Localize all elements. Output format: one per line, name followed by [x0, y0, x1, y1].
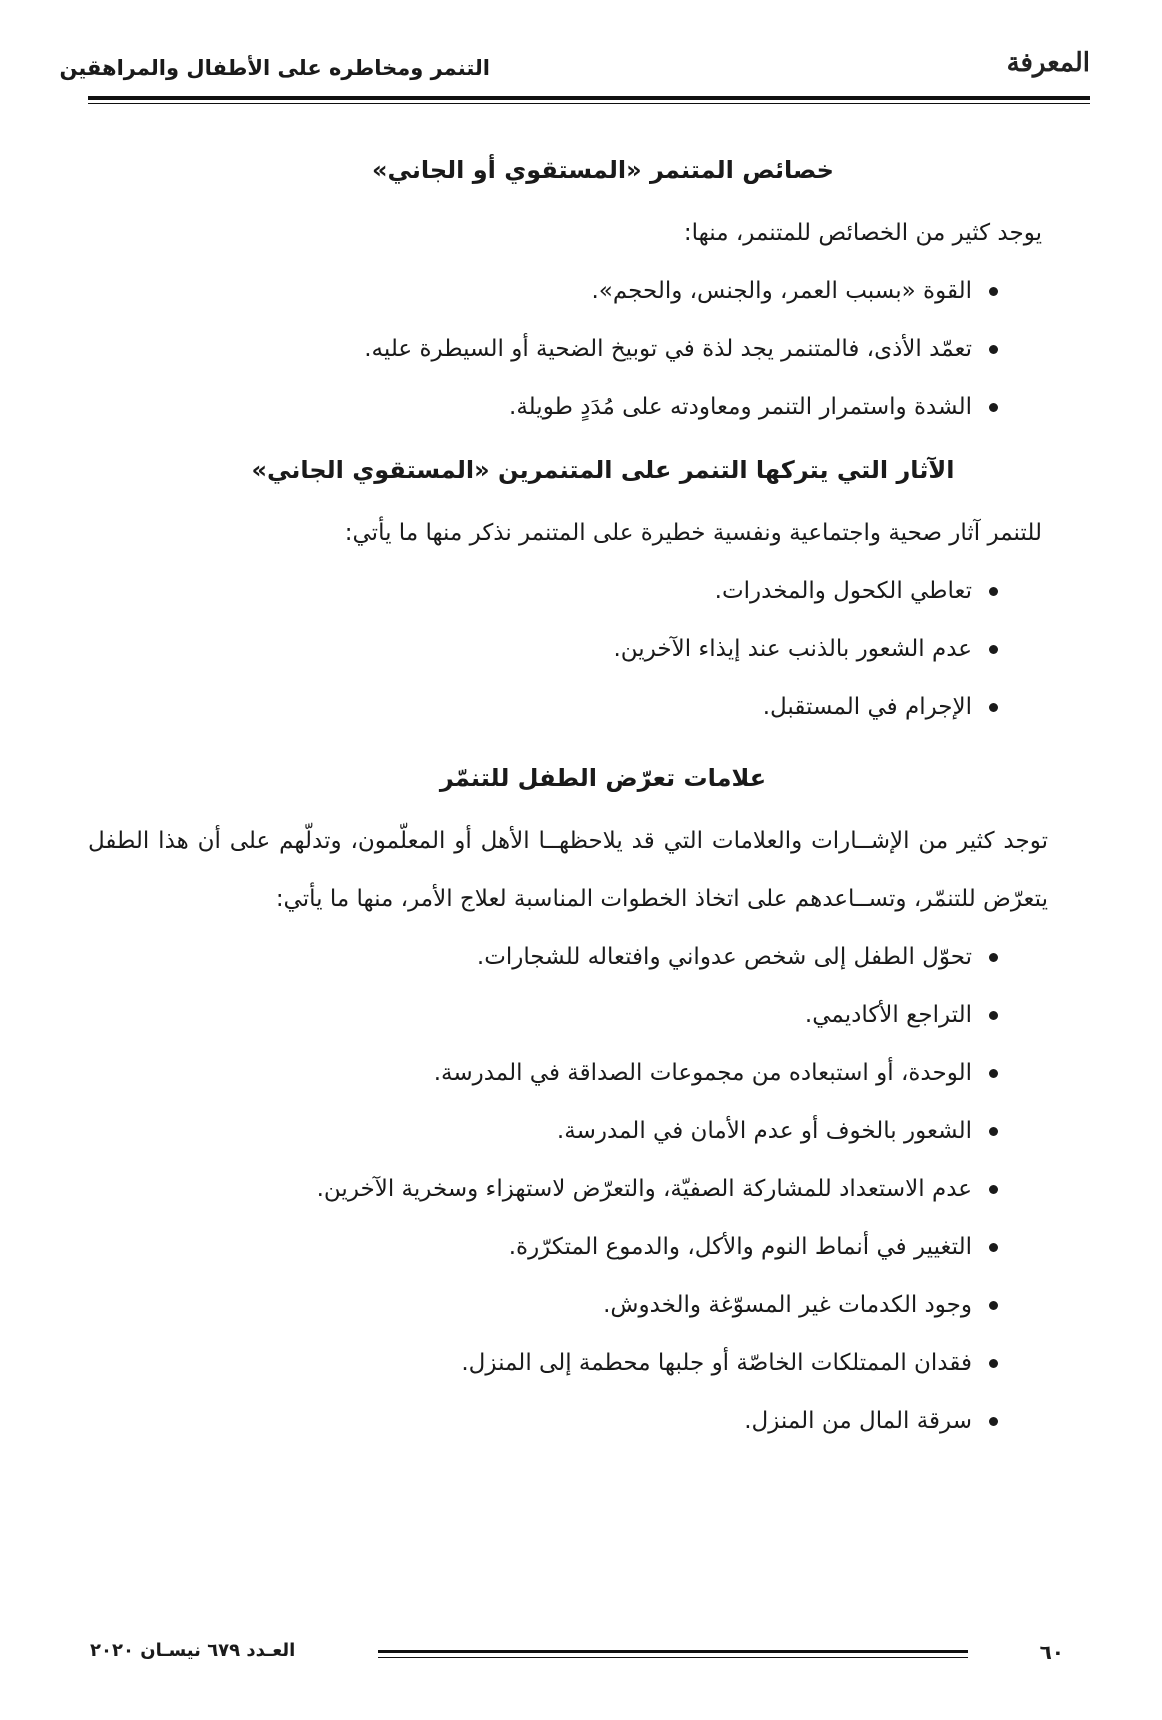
list-item	[88, 562, 998, 620]
bullet-icon	[989, 1127, 998, 1136]
header-rule-thick	[88, 96, 1090, 100]
bullet-list	[88, 562, 1048, 736]
bullet-icon	[989, 345, 998, 354]
bullet-icon	[989, 1243, 998, 1252]
list-item-text: سرقة المال من المنزل.	[744, 1408, 972, 1434]
list-item	[88, 986, 998, 1044]
list-item	[88, 1276, 998, 1334]
list-item-text: تعاطي الكحول والمخدرات.	[714, 578, 972, 604]
list-item	[88, 378, 998, 436]
section-heading: الآثار التي يتركها التنمر على المتنمرين «المستقوي الجاني»	[251, 456, 955, 484]
list-item	[88, 1160, 998, 1218]
footer-rule-thick	[378, 1650, 968, 1653]
list-item	[88, 262, 998, 320]
list-item-text: الشعور بالخوف أو عدم الأمان في المدرسة.	[556, 1118, 972, 1144]
section-intro: للتنمر آثار صحية واجتماعية ونفسية خطيرة على المتنمر نذكر منها ما يأتي:	[344, 520, 1042, 546]
bullet-icon	[989, 587, 998, 596]
list-item	[88, 1102, 998, 1160]
list-item-text: فقدان الممتلكات الخاصّة أو جلبها محطمة إلى المنزل.	[461, 1350, 972, 1376]
list-item-text: الوحدة، أو استبعاده من مجموعات الصداقة في المدرسة.	[433, 1060, 972, 1086]
page-header	[59, 48, 1090, 98]
issue-label: العـدد ٦٧٩ نيسـان ٢٠٢٠	[90, 1640, 296, 1661]
section-intro: توجد كثير من الإشــارات والعلامات التي قد يلاحظهــا الأهل أو المعلّمون، وتدلّهم على أن هذا الطفل يتعرّض للتنمّر، وتســاعدهم على اتخاذ الخطوات المناسبة لعلاج الأمر، منها ما يأتي:	[88, 828, 1048, 912]
list-item-text: القوة «بسبب العمر، والجنس، والحجم».	[591, 278, 972, 304]
bullet-icon	[989, 953, 998, 962]
list-item	[88, 1334, 998, 1392]
section-heading: خصائص المتنمر «المستقوي أو الجاني»	[372, 156, 834, 184]
list-item-text: عدم الشعور بالذنب عند إيذاء الآخرين.	[613, 636, 972, 662]
list-item-text: الشدة واستمرار التنمر ومعاودته على مُدَدٍ طويلة.	[509, 394, 972, 420]
list-item-text: تحوّل الطفل إلى شخص عدواني وافتعاله للشجارات.	[476, 944, 972, 970]
bullet-icon	[989, 287, 998, 296]
bullet-icon	[989, 1301, 998, 1310]
bullet-icon	[989, 1359, 998, 1368]
list-item	[88, 1392, 998, 1450]
section-heading: علامات تعرّض الطفل للتنمّر	[439, 764, 767, 792]
bullet-list	[88, 928, 1048, 1450]
bullet-icon	[989, 1069, 998, 1078]
list-item-text: الإجرام في المستقبل.	[762, 694, 972, 720]
list-item	[88, 928, 998, 986]
bullet-list	[88, 262, 1048, 436]
bullet-icon	[989, 403, 998, 412]
running-title: التنمر ومخاطره على الأطفال والمراهقين	[59, 56, 490, 80]
magazine-logo: المعرفة	[1006, 48, 1090, 78]
bullet-icon	[989, 1011, 998, 1020]
section-intro: يوجد كثير من الخصائص للمتنمر، منها:	[683, 220, 1042, 246]
bullet-icon	[989, 1185, 998, 1194]
header-rule-thin	[88, 103, 1090, 104]
bullet-icon	[989, 645, 998, 654]
bullet-icon	[989, 703, 998, 712]
list-item-text: عدم الاستعداد للمشاركة الصفيّة، والتعرّض لاستهزاء وسخرية الآخرين.	[316, 1176, 972, 1202]
list-item	[88, 1218, 998, 1276]
list-item	[88, 620, 998, 678]
list-item-text: وجود الكدمات غير المسوّغة والخدوش.	[603, 1292, 972, 1318]
bullet-icon	[989, 1417, 998, 1426]
list-item-text: التراجع الأكاديمي.	[804, 1002, 972, 1028]
list-item-text: تعمّد الأذى، فالمتنمر يجد لذة في توبيخ الضحية أو السيطرة عليه.	[364, 336, 972, 362]
page-number: ٦٠	[1039, 1640, 1064, 1664]
list-item-text: التغيير في أنماط النوم والأكل، والدموع المتكرّرة.	[508, 1234, 972, 1260]
list-item	[88, 678, 998, 736]
article-body	[88, 142, 1048, 1450]
list-item	[88, 320, 998, 378]
list-item	[88, 1044, 998, 1102]
footer-rule-thin	[378, 1657, 968, 1658]
